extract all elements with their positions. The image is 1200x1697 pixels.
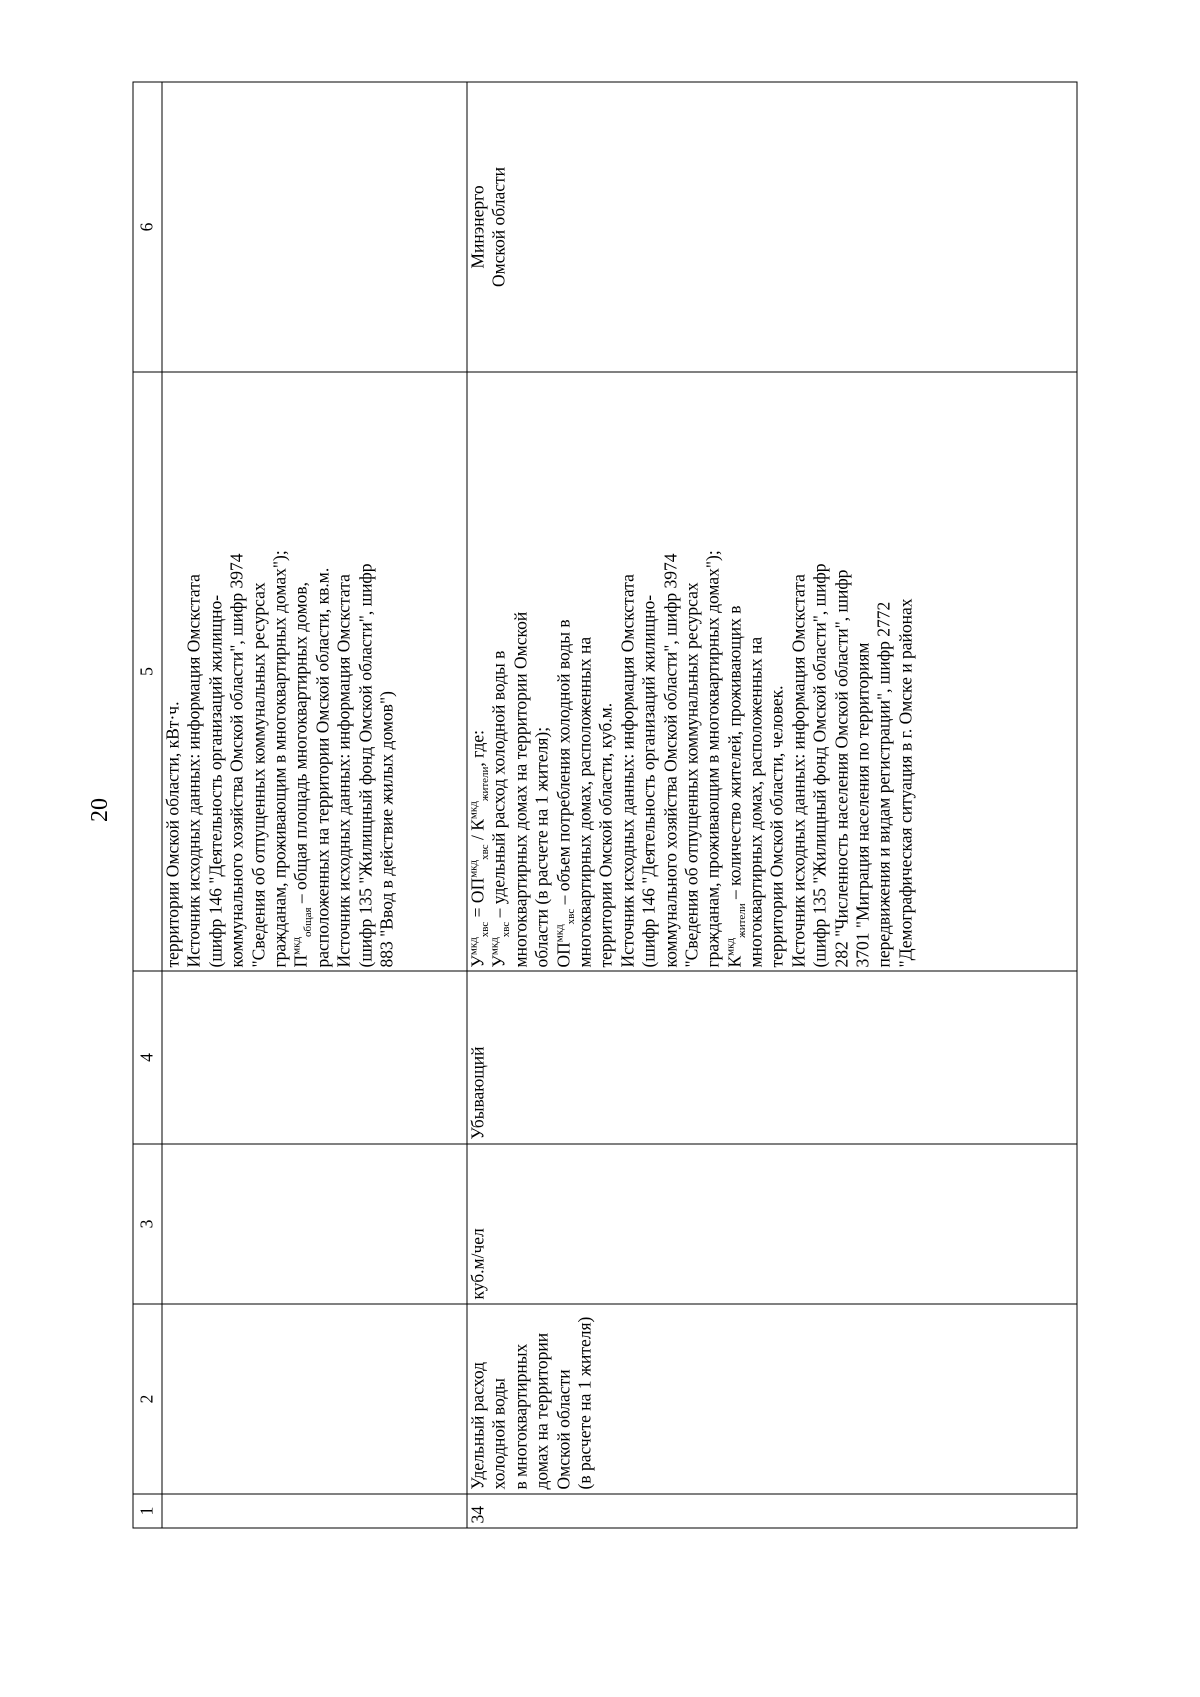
method-line: 883 "Ввод в действие жилых домов") — [376, 691, 397, 968]
method-cell — [467, 372, 1077, 971]
method-line: $П^{мкд}_{общая}$ – общая площадь многоквартирных домов, — [290, 581, 315, 968]
method-line: 3701 "Миграция населения по территориям — [852, 642, 873, 968]
method-line: территории Омской области, человек. — [766, 685, 787, 968]
header-cell: 5 — [133, 372, 162, 971]
method-line: 282 "Численность населения Омской области", шифр — [831, 569, 852, 968]
method-line: Источник исходных данных: информация Омскстата — [183, 574, 204, 968]
table-row — [467, 82, 1077, 1528]
name-line: домах на территории — [531, 1332, 552, 1490]
method-line: территории Омской области, куб.м. — [595, 702, 616, 968]
method-line: $ОП^{мкд}_{хвс}$ – объем потребления холодной воды в — [553, 619, 577, 968]
header-cell: 1 — [133, 1494, 162, 1528]
header-cell: 6 — [133, 82, 162, 372]
row-number-cell: 34 — [467, 1494, 1077, 1528]
method-line: коммунального хозяйства Омской области", шифр 3974 — [660, 553, 681, 968]
method-line: области (в расчете на 1 жителя); — [531, 726, 552, 968]
method-line: передвижения и видам регистрации", шифр 2772 — [873, 601, 894, 968]
method-line: гражданам, проживающим в многоквартирных домах"); — [702, 550, 723, 968]
responsible-line: Минэнерго — [467, 185, 488, 269]
method-line: многоквартирных домах, расположенных на — [574, 636, 595, 968]
method-line: $К^{мкд}_{жители}$ – количество жителей, проживающих в — [724, 605, 748, 968]
method-line: Источник исходных данных: информация Омскстата — [333, 574, 354, 968]
method-line: "Демографическая ситуация в г. Омске и районах — [895, 598, 916, 968]
table-header-row — [133, 82, 162, 1528]
method-line: многоквартирных домах, расположенных на — [745, 636, 766, 968]
rotated-page-content — [133, 83, 1078, 1529]
name-line: Омской области — [553, 1369, 574, 1490]
trend-cell — [162, 971, 467, 1144]
header-cell: 4 — [133, 971, 162, 1144]
indicator-name-cell — [467, 1304, 1077, 1494]
method-line: (шифр 146 "Деятельность организаций жилищно- — [638, 594, 659, 968]
name-line: холодной воды — [488, 1378, 509, 1490]
row-number-cell — [162, 1494, 467, 1528]
method-line: территории Омской области, кВт·ч. — [162, 701, 183, 968]
method-line: Источник исходных данных: информация Омскстата — [788, 574, 809, 968]
formula-line: $У^{мкд}_{хвс} = ОП^{мкд}_{хвс} / К^{мкд}_{жители}$, где: — [467, 730, 491, 968]
responsible-cell — [467, 82, 1077, 372]
method-line: коммунального хозяйства Омской области", шифр 3974 — [226, 553, 247, 968]
name-line: (в расчете на 1 жителя) — [574, 1316, 595, 1490]
method-line: (шифр 146 "Деятельность организаций жилищно- — [205, 594, 226, 968]
header-cell: 3 — [133, 1144, 162, 1304]
method-line: Источник исходных данных: информация Омскстата — [617, 574, 638, 968]
responsible-cell — [162, 82, 467, 372]
method-line: гражданам, проживающим в многоквартирных домах"); — [269, 550, 290, 968]
method-line: $У^{мкд}_{хвс}$ – удельный расход холодной воды в — [488, 650, 513, 968]
name-line: Удельный расход — [467, 1362, 488, 1490]
method-cell — [162, 372, 467, 971]
method-line: (шифр 135 "Жилищный фонд Омской области", шифр — [809, 563, 830, 968]
method-line: "Сведения об отпущенных коммунальных ресурсах — [681, 582, 702, 968]
method-line: многоквартирных домах на территории Омской — [510, 611, 531, 968]
unit-cell — [162, 1144, 467, 1304]
indicator-name-cell — [162, 1304, 467, 1494]
indicators-table — [133, 82, 1078, 1529]
responsible-line: Омской области — [488, 166, 509, 288]
unit-cell: куб.м/чел — [467, 1144, 1077, 1304]
trend-cell: Убывающий — [467, 971, 1077, 1144]
table-row — [162, 82, 467, 1528]
method-line: "Сведения об отпущенных коммунальных ресурсах — [248, 582, 269, 968]
header-cell: 2 — [133, 1304, 162, 1494]
name-line: в многоквартирных — [510, 1343, 531, 1490]
method-line: (шифр 135 "Жилищный фонд Омской области", шифр — [355, 563, 376, 968]
method-line: расположенных на территории Омской области, кв.м. — [312, 567, 333, 968]
